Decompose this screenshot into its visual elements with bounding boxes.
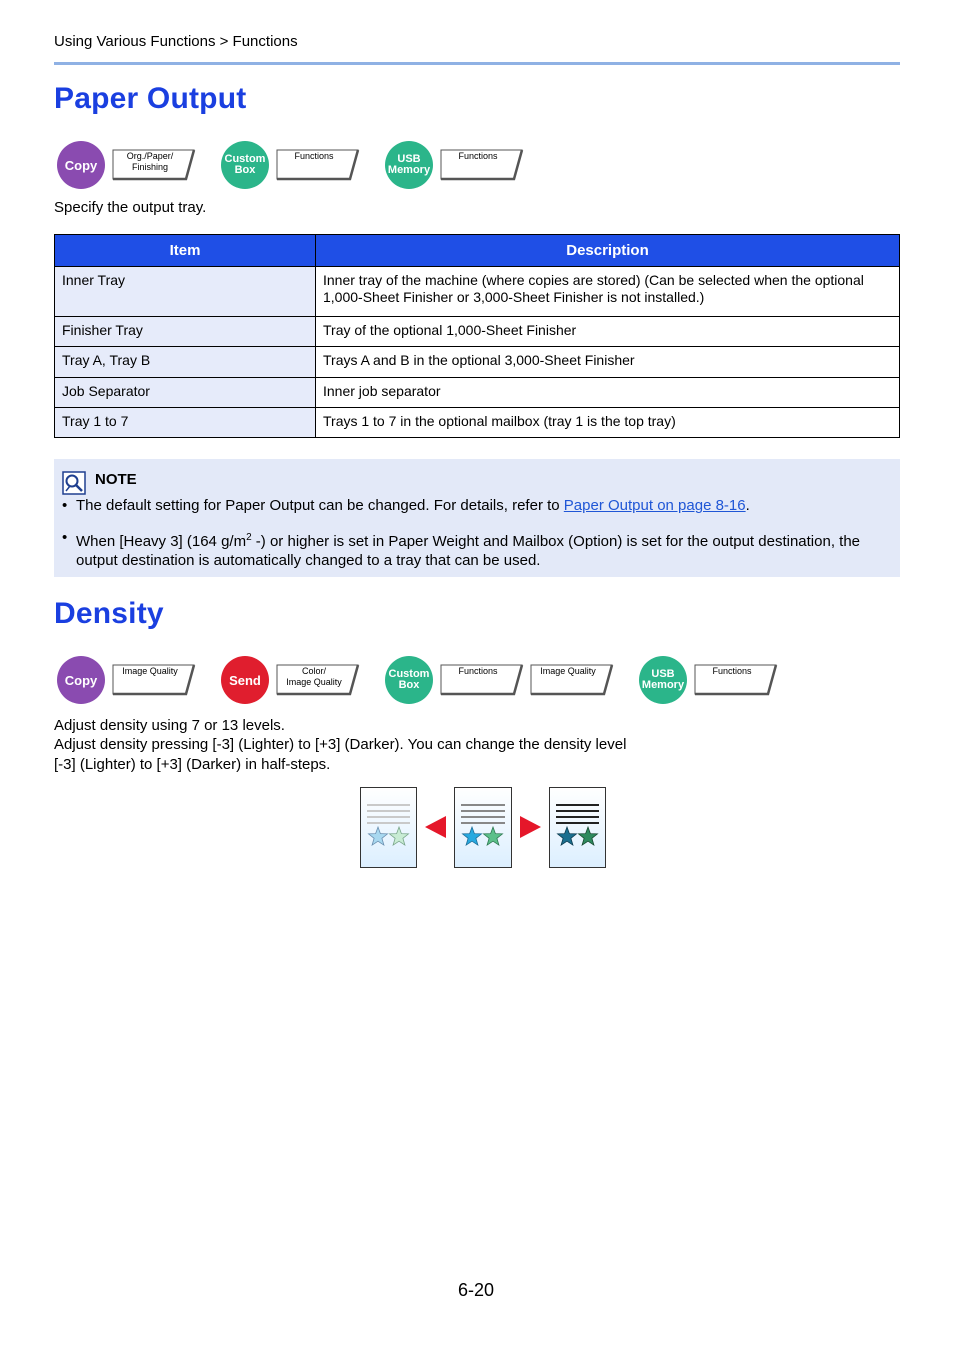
tab-functions-usb: [694, 664, 778, 696]
send-mode-icon: Send: [221, 656, 269, 704]
usb-memory-mode-icon: USB Memory: [385, 141, 433, 189]
tab-label: Image Quality: [122, 666, 178, 676]
item-cell: Job Separator: [55, 378, 316, 408]
column-header-item: Item: [55, 235, 316, 267]
light-page-icon: [361, 788, 417, 868]
arrow-left-icon: [425, 816, 446, 838]
note-title: NOTE: [95, 471, 137, 488]
copy-mode-icon: Copy: [57, 141, 105, 189]
item-cell: Finisher Tray: [55, 317, 316, 347]
custom-box-mode-icon: Custom Box: [385, 656, 433, 704]
tab-functions-custom-box: [440, 664, 524, 696]
note-icon: [62, 471, 86, 495]
custom-box-mode-icon: Custom Box: [221, 141, 269, 189]
item-cell: Tray A, Tray B: [55, 347, 316, 378]
section-title-paper-output: Paper Output: [54, 82, 247, 115]
description-cell: Trays 1 to 7 in the optional mailbox (tray 1 is the top tray): [316, 408, 900, 438]
tab-label-line1: Org./Paper/: [126, 151, 174, 161]
table-row: [55, 408, 900, 438]
usb-memory-mode-icon: USB Memory: [639, 656, 687, 704]
tab-label-line2: Finishing: [131, 162, 169, 172]
item-cell: Tray 1 to 7: [55, 408, 316, 438]
paper-output-page-link[interactable]: Paper Output on page 8-16: [563, 497, 746, 514]
tab-functions-custom-box: [276, 149, 360, 181]
paper-output-intro: Specify the output tray.: [54, 199, 207, 216]
normal-page-icon: [455, 788, 512, 868]
tab-image-quality-copy: [112, 664, 196, 696]
section-title-density: Density: [54, 597, 164, 630]
arrow-right-icon: [520, 816, 541, 838]
description-cell: Trays A and B in the optional 3,000-Sheet Finisher: [316, 347, 900, 378]
description-cell: Inner job separator: [316, 378, 900, 408]
tab-label: Functions: [458, 666, 498, 676]
density-line-2: Adjust density pressing [-3] (Lighter) to [+3] (Darker). You can change the density level: [54, 736, 627, 753]
bullet-dot: •: [62, 529, 68, 546]
table-header-row: [55, 235, 900, 267]
tab-label: Image Quality: [540, 666, 596, 676]
table-row: [55, 378, 900, 408]
page-number: 6-20: [458, 1280, 495, 1300]
table-row: [55, 317, 900, 347]
table-row: [55, 267, 900, 317]
breadcrumb: Using Various Functions > Functions: [54, 33, 298, 50]
tab-label: Functions: [294, 151, 334, 161]
density-line-3: [-3] (Lighter) to [+3] (Darker) in half-steps.: [54, 756, 331, 773]
tab-color-image-quality: Color/ Image Quality: [276, 664, 360, 696]
bullet-dot: •: [62, 497, 68, 514]
tab-org-paper-finishing: [112, 149, 196, 181]
table-row: [55, 347, 900, 378]
density-illustration: [358, 786, 608, 870]
note-box: NOTE • The default setting for Paper Output can be changed. For details, refer to Paper Output on page 8-16. • When [Heavy 3] (164 $g/m^2$ -) or higher is set in Paper Weight and Mailbox (Option) is set for the output destination, the output destination is automatically changed to a tray that can be used.: [54, 459, 900, 577]
tab-label: Functions: [712, 666, 752, 676]
description-cell: Tray of the optional 1,000-Sheet Finisher: [316, 317, 900, 347]
output-tray-table: [54, 234, 900, 438]
tab-functions-usb: [440, 149, 524, 181]
item-cell: Inner Tray: [55, 267, 316, 317]
column-header-description: Description: [316, 235, 900, 267]
copy-mode-icon: Copy: [57, 656, 105, 704]
header-divider: [54, 62, 900, 65]
density-line-1: Adjust density using 7 or 13 levels.: [54, 717, 285, 734]
tab-image-quality-custom-box: [530, 664, 614, 696]
dark-page-icon: [550, 788, 606, 868]
description-cell: Inner tray of the machine (where copies are stored) (Can be selected when the optional 1,000-Sheet Finisher or 3,000-Sheet Finisher is not installed.): [316, 267, 900, 317]
tab-label: Functions: [458, 151, 498, 161]
